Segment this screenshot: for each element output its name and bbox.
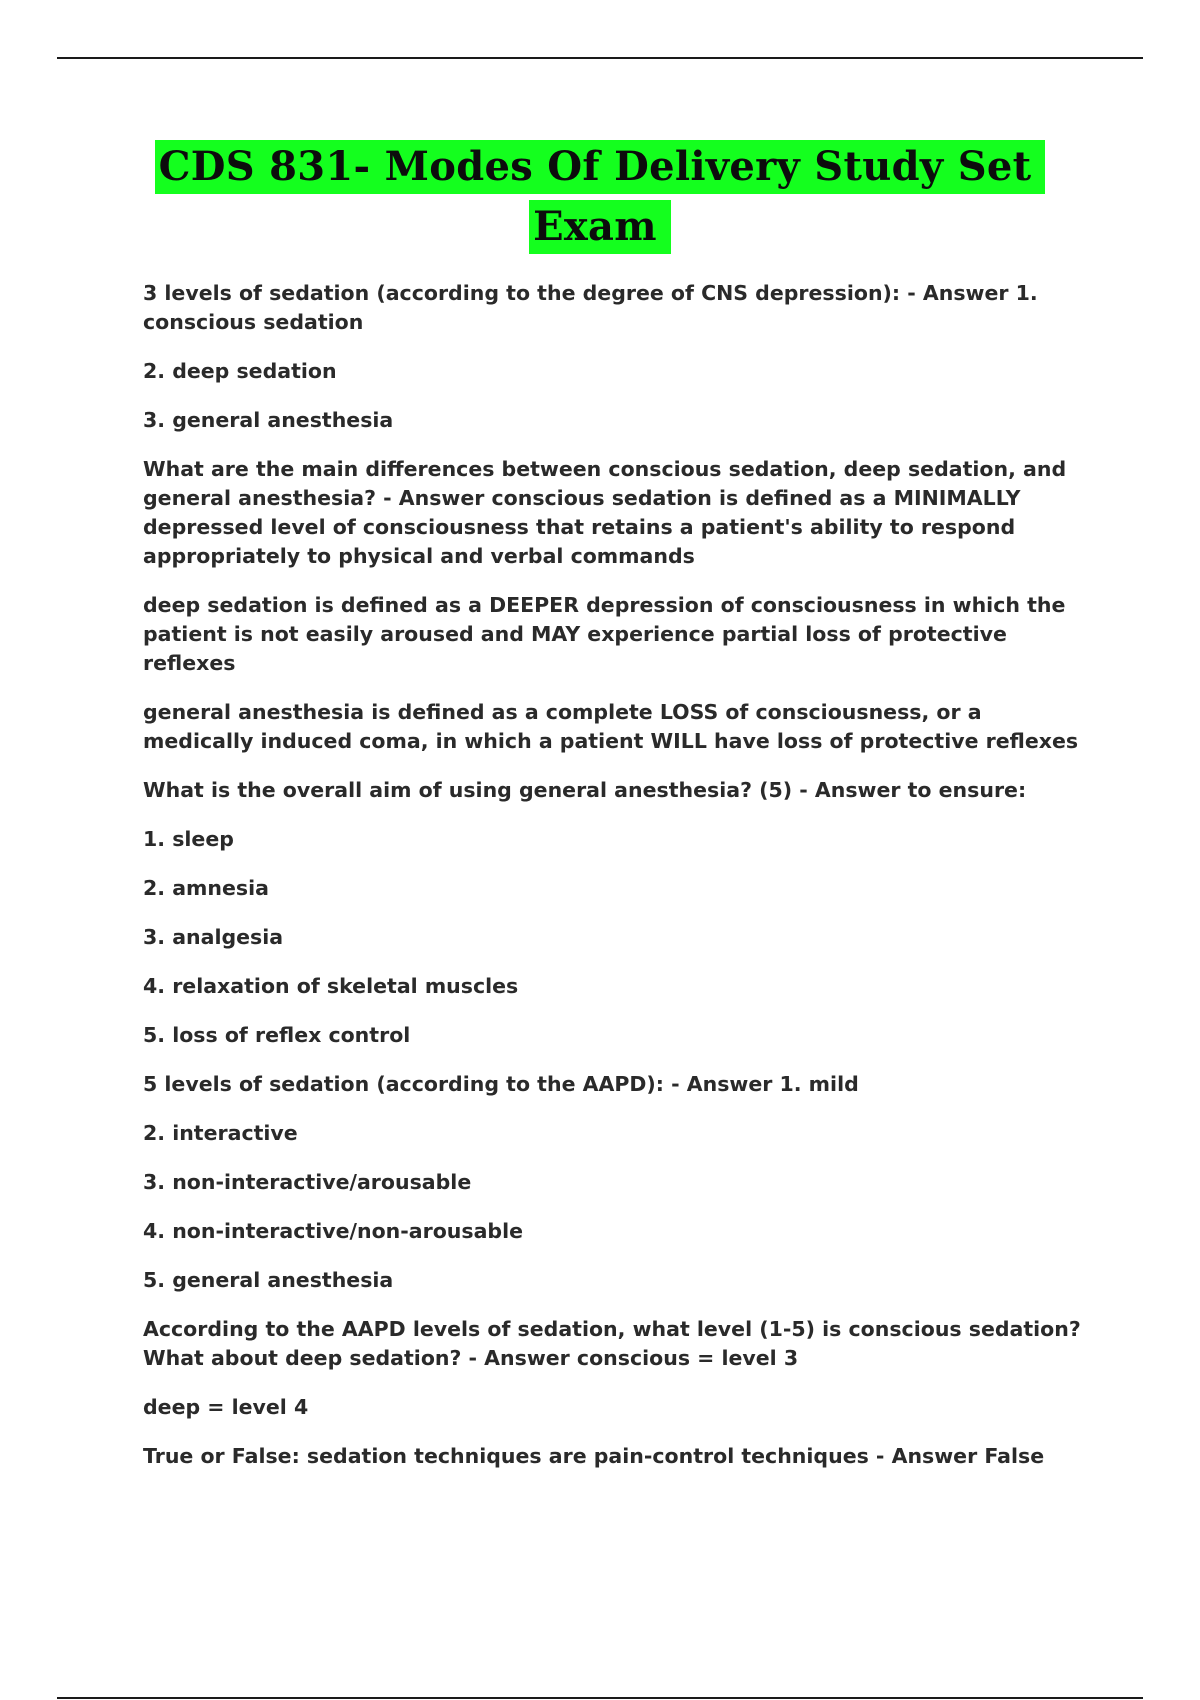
paragraph: 2. amnesia (143, 876, 269, 900)
paragraph: 3. analgesia (143, 925, 284, 949)
paragraph: 3 levels of sedation (according to the degree of CNS depression): - Answer 1. conscious sedation (143, 281, 1038, 334)
top-rule (57, 57, 1143, 59)
paragraph: True or False: sedation techniques are pain-control techniques - Answer False (143, 1444, 1045, 1468)
paragraph: general anesthesia is defined as a complete LOSS of consciousness, or a medically induced coma, in which a patient WILL have loss of protective reflexes (143, 700, 1079, 753)
paragraph: According to the AAPD levels of sedation, what level (1-5) is conscious sedation? What about deep sedation? - Answer conscious = level 3 (143, 1317, 1081, 1370)
paragraph: deep sedation is defined as a DEEPER depression of consciousness in which the patient is not easily aroused and MAY experience partial loss of protective reflexes (143, 593, 1066, 675)
document-title (0, 140, 1200, 260)
paragraph: 2. interactive (143, 1121, 298, 1145)
document-body (143, 279, 1093, 1491)
paragraph: 5. loss of reflex control (143, 1023, 411, 1047)
title-line-1: CDS 831- Modes Of Delivery Study Set (155, 140, 1046, 194)
title-line-2: Exam (529, 200, 671, 254)
paragraph: What are the main differences between conscious sedation, deep sedation, and general anesthesia? - Answer conscious sedation is defined as a MINIMALLY depressed level of consciousness that retains a patient's ability to respond appropriately to physical and verbal commands (143, 457, 1067, 568)
paragraph: deep = level 4 (143, 1395, 309, 1419)
paragraph: 4. non-interactive/non-arousable (143, 1219, 524, 1243)
bottom-rule (57, 1697, 1143, 1699)
paragraph: 5 levels of sedation (according to the AAPD): - Answer 1. mild (143, 1072, 859, 1096)
paragraph: 5. general anesthesia (143, 1268, 394, 1292)
paragraph: 3. non-interactive/arousable (143, 1170, 472, 1194)
paragraph: 3. general anesthesia (143, 408, 394, 432)
paragraph: 1. sleep (143, 827, 234, 851)
paragraph: What is the overall aim of using general anesthesia? (5) - Answer to ensure: (143, 778, 1027, 802)
paragraph: 4. relaxation of skeletal muscles (143, 974, 519, 998)
paragraph: 2. deep sedation (143, 359, 337, 383)
